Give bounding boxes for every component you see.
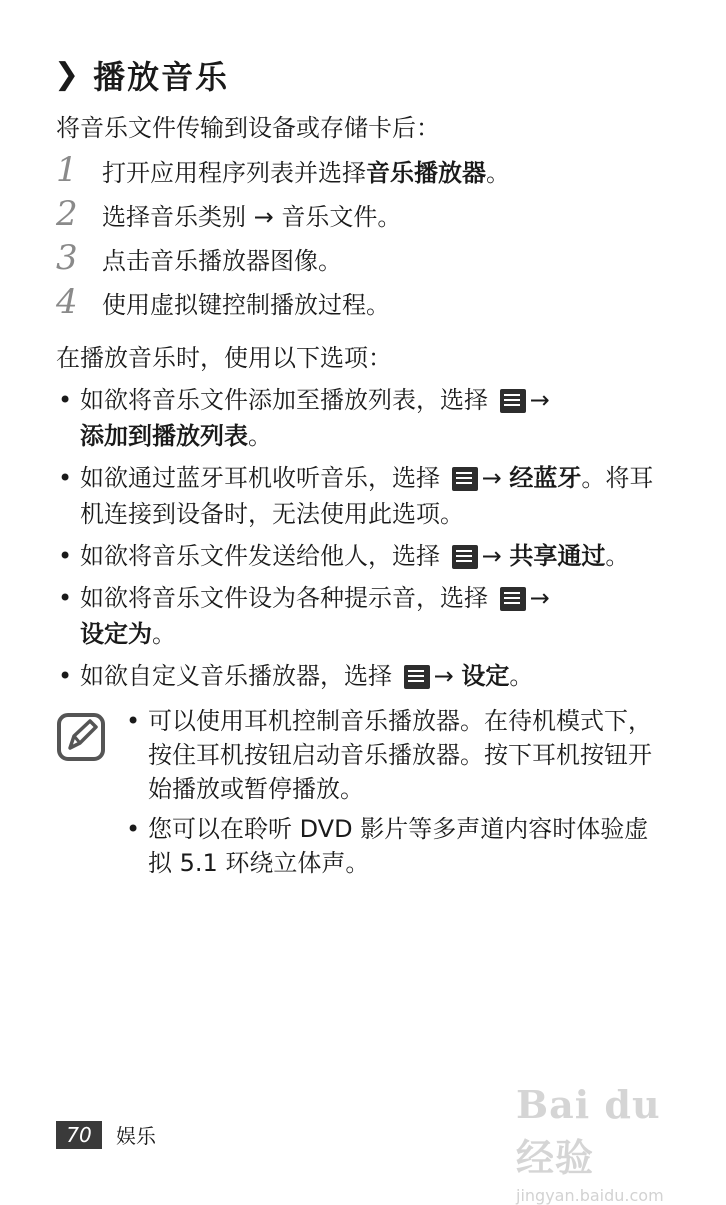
menu-list-icon (452, 545, 478, 569)
step-text: 打开应用程序列表并选择 (102, 158, 366, 187)
step-text: 点击音乐播放器图像。 (102, 246, 342, 275)
option-bold: 添加到播放列表 (80, 422, 248, 450)
note-text: 可以使用耳机控制音乐播放器。在待机模式下，按住耳机按钮启动音乐播放器。按下耳机按钮开始播放或暂停播放。 (148, 707, 652, 803)
bullet-dot: • (58, 386, 73, 414)
page-footer (56, 1120, 156, 1149)
watermark-brand: Bai du 经验 (516, 1082, 661, 1180)
option-post: 。 (248, 422, 272, 450)
intro-text: 将音乐文件传输到设备或存储卡后： (56, 114, 440, 142)
option-post: 。将耳机连接到设备时，无法使用此选项。 (80, 464, 654, 528)
menu-list-icon (404, 665, 430, 689)
step-text: 选择音乐类别 → 音乐文件。 (102, 202, 402, 231)
option-bold: 设定 (461, 662, 510, 690)
option-text: 如欲将音乐文件设为各种提示音，选择 (80, 584, 496, 612)
menu-list-icon (500, 389, 526, 413)
option-bold: 共享通过 (509, 542, 606, 570)
note-pencil-icon (56, 712, 106, 762)
chevron-icon: ❯ (54, 57, 80, 92)
step-item (56, 236, 510, 280)
bullet-dot: • (58, 464, 73, 492)
arrow: → (529, 386, 550, 414)
option-item (56, 580, 656, 652)
option-text: 如欲通过蓝牙耳机收听音乐，选择 (80, 464, 448, 492)
arrow: → (529, 584, 550, 612)
option-post: 。 (152, 620, 176, 648)
page-title: 播放音乐 (93, 58, 230, 96)
note-text: 您可以在聆听 DVD 影片等多声道内容时体验虚拟 5.1 环绕立体声。 (148, 815, 649, 877)
option-bold: 设定为 (80, 620, 152, 648)
step-item (56, 280, 510, 324)
step-bold-text: 音乐播放器 (366, 158, 486, 187)
option-text: 如欲自定义音乐播放器，选择 (80, 662, 400, 690)
watermark (516, 1082, 706, 1205)
steps-list (56, 148, 510, 324)
option-post: 。 (605, 542, 630, 570)
notes-list (124, 704, 664, 886)
step-number: 3 (56, 238, 78, 278)
menu-list-icon (500, 587, 526, 611)
option-bold: 经蓝牙 (509, 464, 582, 492)
option-item (56, 460, 656, 532)
bullet-dot: • (126, 815, 141, 843)
options-list (56, 382, 656, 700)
step-text: 使用虚拟键控制播放过程。 (102, 290, 390, 319)
step-item (56, 148, 510, 192)
step-item (56, 192, 510, 236)
option-text: 如欲将音乐文件添加至播放列表，选择 (80, 386, 496, 414)
note-item (124, 812, 664, 880)
note-item (124, 704, 664, 806)
step-number: 1 (56, 150, 78, 190)
footer-section: 娱乐 (116, 1124, 156, 1148)
bullet-dot: • (58, 584, 73, 612)
arrow: → (481, 542, 502, 570)
option-item (56, 382, 656, 454)
menu-list-icon (452, 467, 478, 491)
options-lead: 在播放音乐时，使用以下选项： (56, 344, 392, 372)
section-title (54, 52, 229, 98)
step-number: 4 (56, 282, 78, 322)
bullet-dot: • (58, 662, 73, 690)
bullet-dot: • (58, 542, 73, 570)
step-suffix: 。 (486, 158, 510, 187)
option-text: 如欲将音乐文件发送给他人，选择 (80, 542, 448, 570)
option-item (56, 658, 656, 694)
option-post: 。 (509, 662, 534, 690)
page-number: 70 (56, 1121, 102, 1149)
watermark-url: jingyan.baidu.com (516, 1186, 664, 1205)
arrow: → (433, 662, 454, 690)
step-number: 2 (56, 194, 78, 234)
option-item (56, 538, 656, 574)
arrow: → (481, 464, 502, 492)
bullet-dot: • (126, 707, 141, 735)
